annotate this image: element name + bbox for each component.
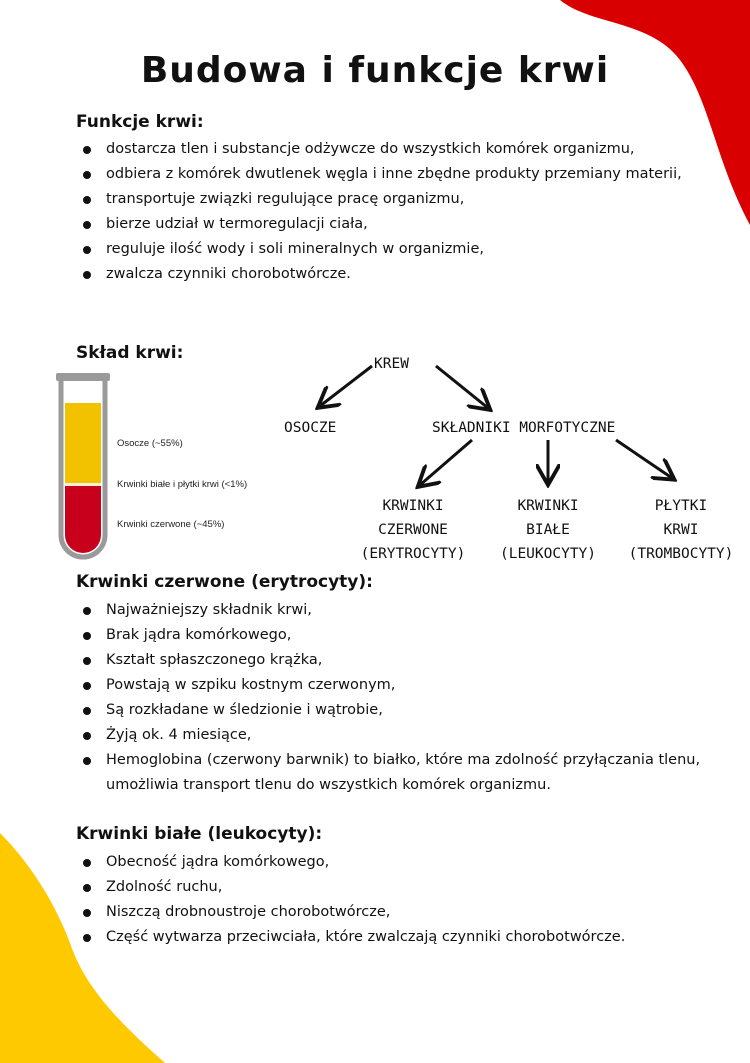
list-item: Brak jądra komórkowego, [78,623,718,648]
list-item: Najważniejszy składnik krwi, [78,598,718,623]
page-title: Budowa i funkcje krwi [140,50,610,91]
white-cells-heading: Krwinki białe (leukocyty): [76,824,323,844]
arrow-skladniki-erytrocyty [420,440,472,485]
arrow-skladniki-trombocyty [616,440,672,478]
list-item: Są rozkładane w śledzionie i wątrobie, [78,698,718,723]
arrow-krew-osocze [320,366,372,406]
functions-heading: Funkcje krwi: [76,112,204,132]
list-item: zwalcza czynniki chorobotwórcze. [78,262,718,287]
list-item: transportuje związki regulujące pracę organizmu, [78,187,718,212]
list-item: Żyją ok. 4 miesiące, [78,723,718,748]
diagram-node-krew: KREW [374,356,409,372]
list-item: Część wytwarza przeciwciała, które zwalczają czynniki chorobotwórcze. [78,925,728,950]
list-item: Niszczą drobnoustroje chorobotwórcze, [78,900,728,925]
diagram-node-osocze: OSOCZE [284,420,337,436]
tube-label-plasma: Osocze (~55%) [117,438,183,449]
list-item: reguluje ilość wody i soli mineralnych w organizmie, [78,237,718,262]
diagram-node-leukocyty: KRWINKI BIAŁE (LEUKOCYTY) [499,498,597,562]
red-cells-heading: Krwinki czerwone (erytrocyty): [76,572,373,592]
arrow-krew-skladniki [436,366,488,408]
diagram-node-erytrocyty: KRWINKI CZERWONE (ERYTROCYTY) [360,498,466,562]
tube-label-red-cells: Krwinki czerwone (~45%) [117,519,225,530]
list-item: bierze udział w termoregulacji ciała, [78,212,718,237]
red-cells-list [78,598,718,798]
composition-heading: Skład krwi: [76,343,184,363]
white-cells-list [78,850,728,950]
list-item: Zdolność ruchu, [78,875,728,900]
list-item: Kształt spłaszczonego krążka, [78,648,718,673]
list-item: Powstają w szpiku kostnym czerwonym, [78,673,718,698]
list-item: odbiera z komórek dwutlenek węgla i inne zbędne produkty przemiany materii, [78,162,718,187]
list-item: Obecność jądra komórkowego, [78,850,728,875]
tube-label-white-cells-platelets: Krwinki białe i płytki krwi (<1%) [117,479,248,490]
list-item: Hemoglobina (czerwony barwnik) to białko, które ma zdolność przyłączania tlenu, umożliwia transport tlenu do wszystkich komórek organizmu. [78,748,718,798]
diagram-node-trombocyty: PŁYTKI KRWI (TROMBOCYTY) [628,498,734,562]
list-item: dostarcza tlen i substancje odżywcze do wszystkich komórek organizmu, [78,137,718,162]
diagram-node-skladniki-morfotyczne: SKŁADNIKI MORFOTYCZNE [432,420,616,436]
